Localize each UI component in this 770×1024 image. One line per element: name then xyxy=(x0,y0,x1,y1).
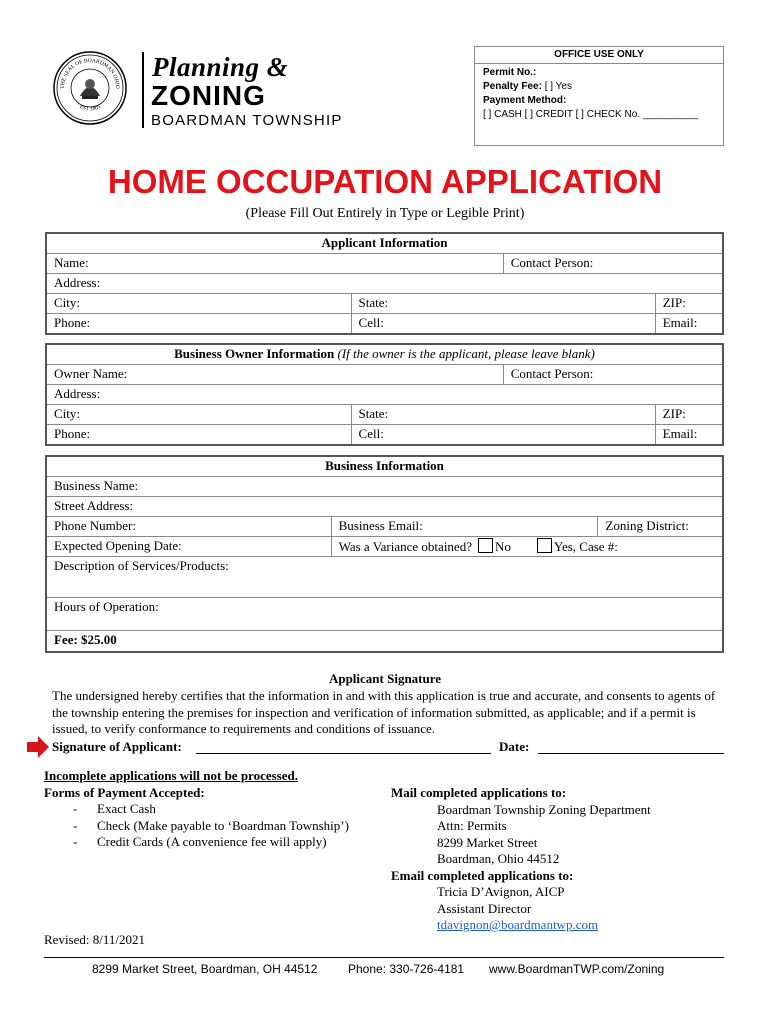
date-line[interactable] xyxy=(538,753,724,754)
arrow-right-icon xyxy=(26,735,50,759)
list-item: - Exact Cash xyxy=(73,801,156,816)
zoning-district-field[interactable]: Zoning District: xyxy=(598,517,723,537)
email-contact-line: Assistant Director xyxy=(437,900,532,916)
hours-field[interactable]: Hours of Operation: xyxy=(46,598,723,631)
brand-planning-text: Planning & xyxy=(152,52,289,82)
mail-line: Attn: Permits xyxy=(437,818,507,833)
applicant-address-field[interactable]: Address: xyxy=(46,274,723,294)
variance-question: Was a Variance obtained? xyxy=(338,539,472,554)
variance-no-checkbox[interactable] xyxy=(478,538,493,553)
applicant-phone-field[interactable]: Phone: xyxy=(46,314,351,335)
applicant-zip-field[interactable]: ZIP: xyxy=(655,294,723,314)
business-heading: Business Information xyxy=(46,456,723,477)
seal-bottom-text: EST 1805 xyxy=(78,104,102,113)
applicant-heading: Applicant Information xyxy=(46,233,723,254)
applicant-state-field[interactable]: State: xyxy=(351,294,655,314)
applicant-cell-field[interactable]: Cell: xyxy=(351,314,655,335)
date-label: Date: xyxy=(499,739,530,754)
mail-line: 8299 Market Street xyxy=(437,834,538,850)
opening-date-field[interactable]: Expected Opening Date: xyxy=(46,537,331,557)
signature-label: Signature of Applicant: xyxy=(52,739,182,754)
applicant-contact-field[interactable]: Contact Person: xyxy=(503,254,723,274)
payment-label: Payment Method: xyxy=(483,95,567,106)
office-use-box xyxy=(474,46,724,146)
seal-top-text: THE SEAL OF BOARDMAN OHIO xyxy=(59,57,121,89)
footer-phone: Phone: 330-726-4181 xyxy=(348,962,465,976)
email-contact-line: Tricia D’Avignon, AICP xyxy=(437,884,565,899)
variance-yes-label: Yes, Case #: xyxy=(553,539,618,554)
email-link[interactable]: tdavignon@boardmantwp.com xyxy=(437,917,599,932)
footer-divider xyxy=(44,957,724,958)
email-heading: Email completed applications to: xyxy=(391,867,574,883)
penalty-label: Penalty Fee: xyxy=(483,81,542,92)
penalty-value: [ ] Yes xyxy=(544,81,572,92)
description-field[interactable]: Description of Services/Products: xyxy=(46,557,723,598)
signature-heading: Applicant Signature xyxy=(328,671,442,686)
svg-text:EST 1805 xyxy=(79,104,102,112)
applicant-table xyxy=(45,232,724,335)
applicant-city-field[interactable]: City: xyxy=(46,294,351,314)
mail-heading: Mail completed applications to: xyxy=(391,785,567,800)
owner-contact-field[interactable]: Contact Person: xyxy=(503,365,723,385)
header-divider xyxy=(142,52,144,128)
owner-heading: Business Owner Information xyxy=(174,346,335,361)
owner-table xyxy=(45,343,724,446)
owner-phone-field[interactable]: Phone: xyxy=(46,425,351,446)
variance-no-label: No xyxy=(494,539,511,554)
applicant-name-field[interactable]: Name: xyxy=(46,254,503,274)
business-table xyxy=(45,455,724,653)
incomplete-warning: Incomplete applications will not be processed. xyxy=(44,768,298,783)
applicant-email-field[interactable]: Email: xyxy=(655,314,723,335)
business-street-field[interactable]: Street Address: xyxy=(46,497,723,517)
variance-yes-checkbox[interactable] xyxy=(537,538,552,553)
office-use-heading: OFFICE USE ONLY xyxy=(475,47,723,64)
page-title: HOME OCCUPATION APPLICATION xyxy=(107,163,663,200)
owner-name-field[interactable]: Owner Name: xyxy=(46,365,503,385)
business-phone-field[interactable]: Phone Number: xyxy=(46,517,331,537)
page-subtitle: (Please Fill Out Entirely in Type or Legible Print) xyxy=(245,206,525,221)
permit-label: Permit No.: xyxy=(483,67,537,78)
owner-hint: (If the owner is the applicant, please leave blank) xyxy=(337,346,595,361)
mail-line: Boardman Township Zoning Department xyxy=(437,801,651,817)
owner-cell-field[interactable]: Cell: xyxy=(351,425,655,446)
fee-amount: Fee: $25.00 xyxy=(46,631,723,653)
certification-paragraph: The undersigned hereby certifies that the information in and with this application is true and accurate, and consents to agents of the township entering the premises for inspection and verification of information submitted, as applicable; and if a permit is issued, to verify conformance to requirements and conditions of issuance. xyxy=(52,688,716,736)
forms-heading: Forms of Payment Accepted: xyxy=(44,784,205,800)
mail-line: Boardman, Ohio 44512 xyxy=(437,851,560,866)
list-item: - Credit Cards (A convenience fee will apply) xyxy=(73,834,327,849)
owner-zip-field[interactable]: ZIP: xyxy=(655,405,723,425)
footer-website[interactable]: www.BoardmanTWP.com/Zoning xyxy=(489,962,665,976)
footer-address: 8299 Market Street, Boardman, OH 44512 xyxy=(92,962,318,976)
list-item: - Check (Make payable to ‘Boardman Township’) xyxy=(73,817,349,833)
payment-notes xyxy=(44,768,349,851)
owner-city-field[interactable]: City: xyxy=(46,405,351,425)
brand-zoning-text: ZONING xyxy=(151,80,266,111)
business-email-field[interactable]: Business Email: xyxy=(331,517,598,537)
revised-date: Revised: 8/11/2021 xyxy=(44,932,145,947)
submission-info xyxy=(391,785,651,934)
business-name-field[interactable]: Business Name: xyxy=(46,477,723,497)
signature-line[interactable] xyxy=(196,753,491,754)
owner-address-field[interactable]: Address: xyxy=(46,385,723,405)
owner-email-field[interactable]: Email: xyxy=(655,425,723,446)
payment-options: [ ] CASH [ ] CREDIT [ ] CHECK No. __________ xyxy=(483,109,699,120)
brand-township-text: BOARDMAN TOWNSHIP xyxy=(151,112,343,129)
township-seal-logo xyxy=(52,50,128,126)
owner-state-field[interactable]: State: xyxy=(351,405,655,425)
